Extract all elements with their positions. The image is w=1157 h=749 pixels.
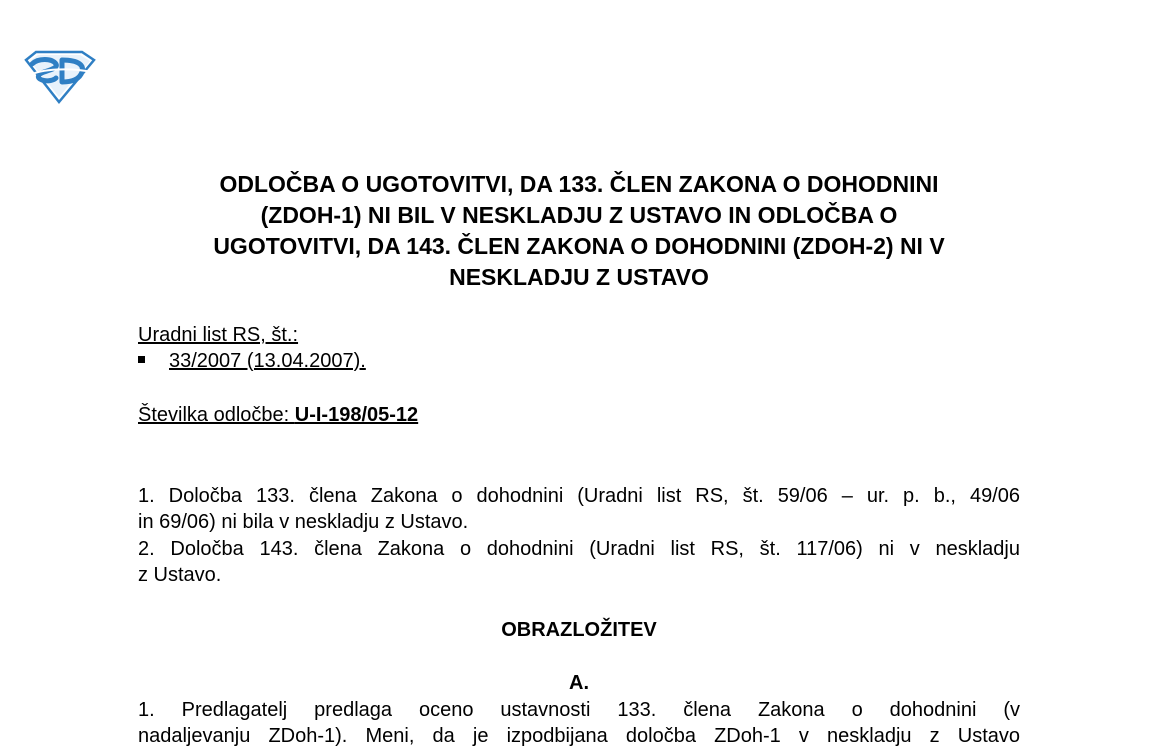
- square-bullet-icon: [138, 356, 145, 363]
- paragraph-line: 1. Predlagatelj predlaga oceno ustavnosti 133. člena Zakona o dohodnini (v: [138, 699, 1020, 721]
- ruling-line: 2. Določba 143. člena Zakona o dohodnini (Uradni list RS, št. 117/06) ni v neskladju: [138, 538, 1020, 560]
- title-line: NESKLADJU Z USTAVO: [449, 264, 709, 290]
- ruling-2: [138, 536, 1020, 588]
- paragraph-line: nadaljevanju ZDoh-1). Meni, da je izpodbijana določba ZDoh-1 v neskladju z Ustavo: [138, 725, 1020, 747]
- decision-number: [138, 402, 418, 428]
- title-line: UGOTOVITVI, DA 143. ČLEN ZAKONA O DOHODNINI (ZDOH-2) NI V: [213, 233, 945, 259]
- decision-number-value: U-I-198/05-12: [294, 404, 419, 426]
- gazette-entry-link[interactable]: 33/2007 (13.04.2007).: [169, 350, 366, 372]
- section-a-heading: A.: [569, 672, 589, 694]
- paragraph-1: [138, 697, 1020, 749]
- decision-number-label: Številka odločbe:: [138, 404, 295, 426]
- ruling-line: in 69/06) ni bila v neskladju z Ustavo.: [138, 511, 469, 533]
- title-line: ODLOČBA O UGOTOVITVI, DA 133. ČLEN ZAKONA O DOHODNINI: [219, 171, 939, 197]
- ruling-line: 1. Določba 133. člena Zakona o dohodnini (Uradni list RS, št. 59/06 – ur. p. b., 49/06: [138, 485, 1020, 507]
- ruling-line: z Ustavo.: [138, 564, 222, 586]
- ruling-1: [138, 483, 1020, 535]
- gazette-label[interactable]: Uradni list RS, št.:: [138, 324, 299, 346]
- title-line: (ZDOH-1) NI BIL V NESKLADJU Z USTAVO IN ODLOČBA O: [260, 202, 898, 228]
- sd-diamond-logo-icon: [22, 50, 96, 104]
- reasoning-heading: OBRAZLOŽITEV: [501, 619, 657, 641]
- document-title: [138, 169, 1020, 293]
- gazette-entry: [138, 348, 366, 374]
